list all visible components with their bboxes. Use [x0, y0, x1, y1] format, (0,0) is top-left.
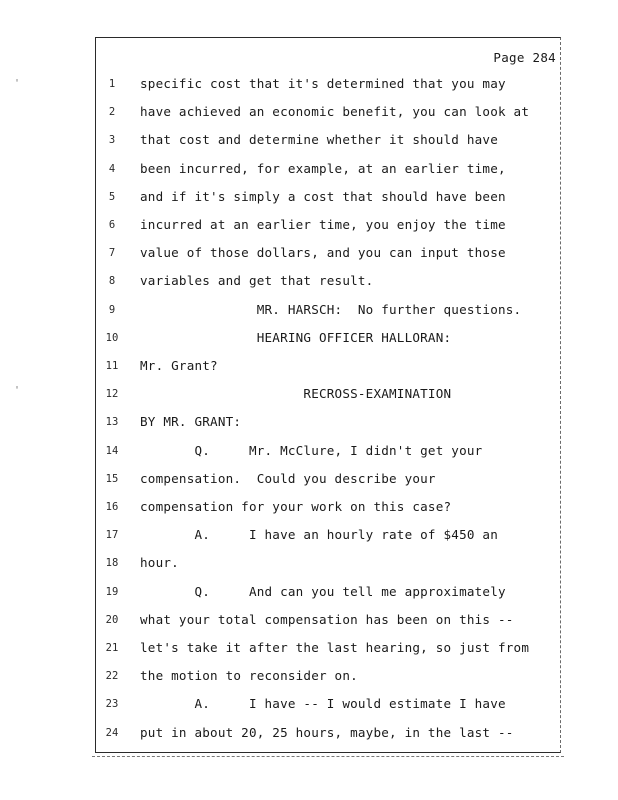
- line-number: 19: [105, 585, 119, 598]
- transcript-line: [0, 584, 618, 612]
- transcript-line: [0, 640, 618, 668]
- line-text: the motion to reconsider on.: [140, 668, 358, 684]
- line-number: 1: [108, 78, 116, 90]
- transcript-line: [0, 414, 618, 442]
- line-text: that cost and determine whether it should have: [140, 132, 498, 148]
- line-number: 18: [105, 557, 119, 570]
- line-number: 21: [105, 642, 119, 654]
- margin-mark: ': [14, 78, 21, 89]
- line-number: 24: [105, 726, 119, 739]
- transcript-line: [0, 245, 618, 273]
- line-text: incurred at an earlier time, you enjoy the time: [140, 217, 506, 232]
- transcript-line: [0, 189, 618, 217]
- line-number: 2: [108, 106, 116, 119]
- transcript-line: [0, 499, 618, 527]
- transcript-line: [0, 273, 618, 301]
- transcript-line: [0, 668, 618, 696]
- transcript-line: [0, 612, 618, 640]
- line-number: 16: [105, 501, 119, 513]
- transcript-line: [0, 217, 618, 245]
- transcript-line: [0, 386, 618, 414]
- line-text: variables and get that result.: [140, 273, 374, 289]
- transcript-line: [0, 302, 618, 330]
- line-text: compensation. Could you describe your: [140, 470, 436, 486]
- line-number: 22: [105, 670, 119, 683]
- line-number: 23: [105, 698, 119, 711]
- transcript-line: [0, 696, 618, 724]
- transcript-line: [0, 132, 618, 160]
- line-text: RECROSS-EXAMINATION: [140, 386, 452, 402]
- line-text: let's take it after the last hearing, so just from: [140, 640, 530, 655]
- line-text: hour.: [140, 555, 179, 571]
- line-text: A. I have an hourly rate of $450 an: [140, 527, 498, 543]
- line-number: 11: [105, 360, 119, 372]
- line-text: Q. Mr. McClure, I didn't get your: [140, 442, 483, 458]
- line-number: 12: [105, 388, 119, 401]
- page-number: Page 284: [493, 50, 556, 65]
- line-number: 13: [105, 416, 119, 429]
- line-text: A. I have -- I would estimate I have: [140, 696, 506, 712]
- line-number: 4: [108, 162, 116, 175]
- line-text: compensation for your work on this case?: [140, 499, 452, 514]
- line-number: 20: [105, 613, 119, 626]
- bottom-rule: [92, 756, 564, 757]
- line-text: have achieved an economic benefit, you can look at: [140, 104, 530, 120]
- line-text: put in about 20, 25 hours, maybe, in the last --: [140, 724, 514, 740]
- transcript-line: [0, 527, 618, 555]
- line-text: HEARING OFFICER HALLORAN:: [140, 329, 452, 345]
- line-text: BY MR. GRANT:: [140, 414, 242, 430]
- margin-mark: ': [14, 385, 21, 396]
- transcript-line: [0, 104, 618, 132]
- line-text: Mr. Grant?: [140, 358, 218, 373]
- transcript-line: [0, 555, 618, 583]
- transcript-line: [0, 161, 618, 189]
- line-text: value of those dollars, and you can input those: [140, 245, 506, 261]
- line-number: 6: [108, 219, 116, 231]
- transcript-line: [0, 330, 618, 358]
- line-number: 17: [105, 529, 119, 542]
- line-number: 8: [108, 275, 116, 288]
- line-number: 3: [108, 134, 116, 147]
- transcript-line: [0, 443, 618, 471]
- line-text: and if it's simply a cost that should have been: [140, 188, 506, 204]
- transcript-line: [0, 471, 618, 499]
- line-text: been incurred, for example, at an earlier time,: [140, 160, 506, 176]
- line-number: 5: [108, 190, 116, 203]
- line-number: 14: [105, 444, 119, 457]
- line-number: 10: [105, 331, 119, 344]
- line-number: 9: [108, 303, 116, 316]
- transcript-line: [0, 76, 618, 104]
- transcript-line: [0, 358, 618, 386]
- line-number: 7: [108, 247, 116, 260]
- line-text: what your total compensation has been on this --: [140, 611, 514, 627]
- line-text: Q. And can you tell me approximately: [140, 583, 506, 599]
- line-text: specific cost that it's determined that you may: [140, 76, 506, 91]
- transcript-line: [0, 725, 618, 753]
- line-number: 15: [105, 472, 119, 485]
- line-text: MR. HARSCH: No further questions.: [140, 301, 522, 317]
